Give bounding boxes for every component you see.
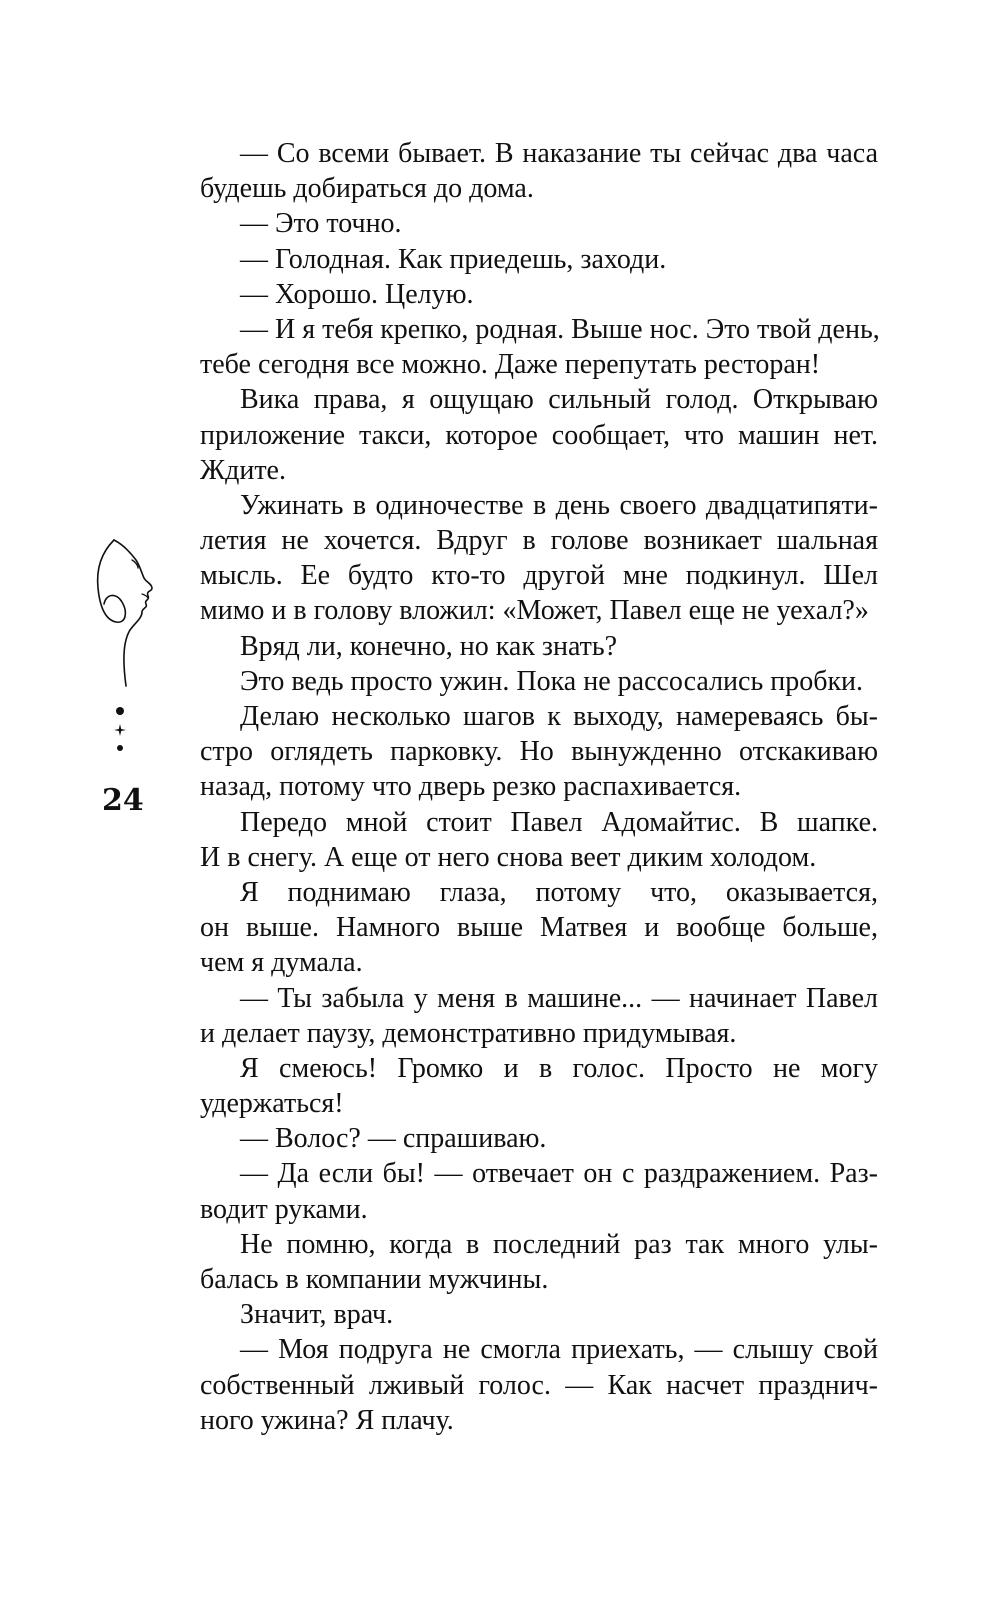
text-line: стро оглядеть парковку. Но вынужденно отскакиваю xyxy=(200,736,878,768)
text-line: балась в компании мужчины. xyxy=(200,1264,549,1295)
text-line: — Да если бы! — отвечает он с раздражением. Раз- xyxy=(240,1158,878,1190)
text-line: назад, потому что дверь резко распахивается. xyxy=(200,771,742,803)
text-line: Ждите. xyxy=(200,454,286,486)
text-line: мысль. Ее будто кто-то другой мне подкинул. Шел xyxy=(200,560,878,592)
text-line: Не помню, когда в последний раз так много улы- xyxy=(240,1228,878,1260)
body-text xyxy=(200,136,878,1438)
text-line: — Моя подруга не смогла приехать, — слышу свой xyxy=(240,1334,878,1366)
text-line: Ужинать в одиночестве в день своего двадцатипяти- xyxy=(240,489,878,521)
text-line: будешь добираться до дома. xyxy=(200,173,534,205)
text-line: Делаю несколько шагов к выходу, намереваясь бы- xyxy=(240,701,878,732)
text-line: и делает паузу, демонстративно придумывая. xyxy=(200,1017,737,1049)
text-line: — Со всеми бывает. В наказание ты сейчас два часа xyxy=(240,138,878,169)
text-line: — Это точно. xyxy=(240,208,402,240)
text-line: тебе сегодня все можно. Даже перепутать ресторан! xyxy=(200,349,821,381)
text-line: Я поднимаю глаза, потому что, оказывается, xyxy=(240,876,878,908)
text-line: он выше. Намного выше Матвея и вообще больше, xyxy=(200,912,878,944)
text-line: Вика права, я ощущаю сильный голод. Открываю xyxy=(240,384,878,416)
text-line: — Хорошо. Целую. xyxy=(240,278,474,310)
text-line: мимо и в голову вложил: «Может, Павел еще не уехал?» xyxy=(200,595,869,627)
text-line: собственный лживый голос. — Как насчет празднич- xyxy=(200,1369,878,1401)
text-line: летия не хочется. Вдруг в голове возникает шальная xyxy=(200,525,878,557)
text-line: Передо мной стоит Павел Адомайтис. В шапке. xyxy=(240,806,878,838)
text-line: — Голодная. Как приедешь, заходи. xyxy=(240,243,667,275)
text-line: Значит, врач. xyxy=(240,1299,394,1331)
text-line: Я смеюсь! Громко и в голос. Просто не могу xyxy=(240,1052,878,1084)
face-profile-line-art-icon xyxy=(92,538,162,688)
text-line: — Ты забыла у меня в машине... — начинает Павел xyxy=(240,982,878,1014)
page-number: 24 xyxy=(102,783,144,818)
text-line: Это ведь просто ужин. Пока не рассосались пробки. xyxy=(240,665,864,697)
text-line: водит руками. xyxy=(200,1193,368,1225)
text-line: — И я тебя крепко, родная. Выше нос. Это твой день, xyxy=(240,313,880,345)
text-line: приложение такси, которое сообщает, что машин нет. xyxy=(200,419,878,451)
text-line: удержаться! xyxy=(200,1088,344,1120)
text-line: чем я думала. xyxy=(200,947,363,979)
text-line: Вряд ли, конечно, но как знать? xyxy=(240,630,618,662)
text-line: ного ужина? Я плачу. xyxy=(200,1404,454,1436)
text-line: — Волос? — спрашиваю. xyxy=(240,1123,547,1155)
text-line: И в снегу. А еще от него снова веет диким холодом. xyxy=(200,841,817,873)
dots-ornament-icon xyxy=(112,706,128,756)
